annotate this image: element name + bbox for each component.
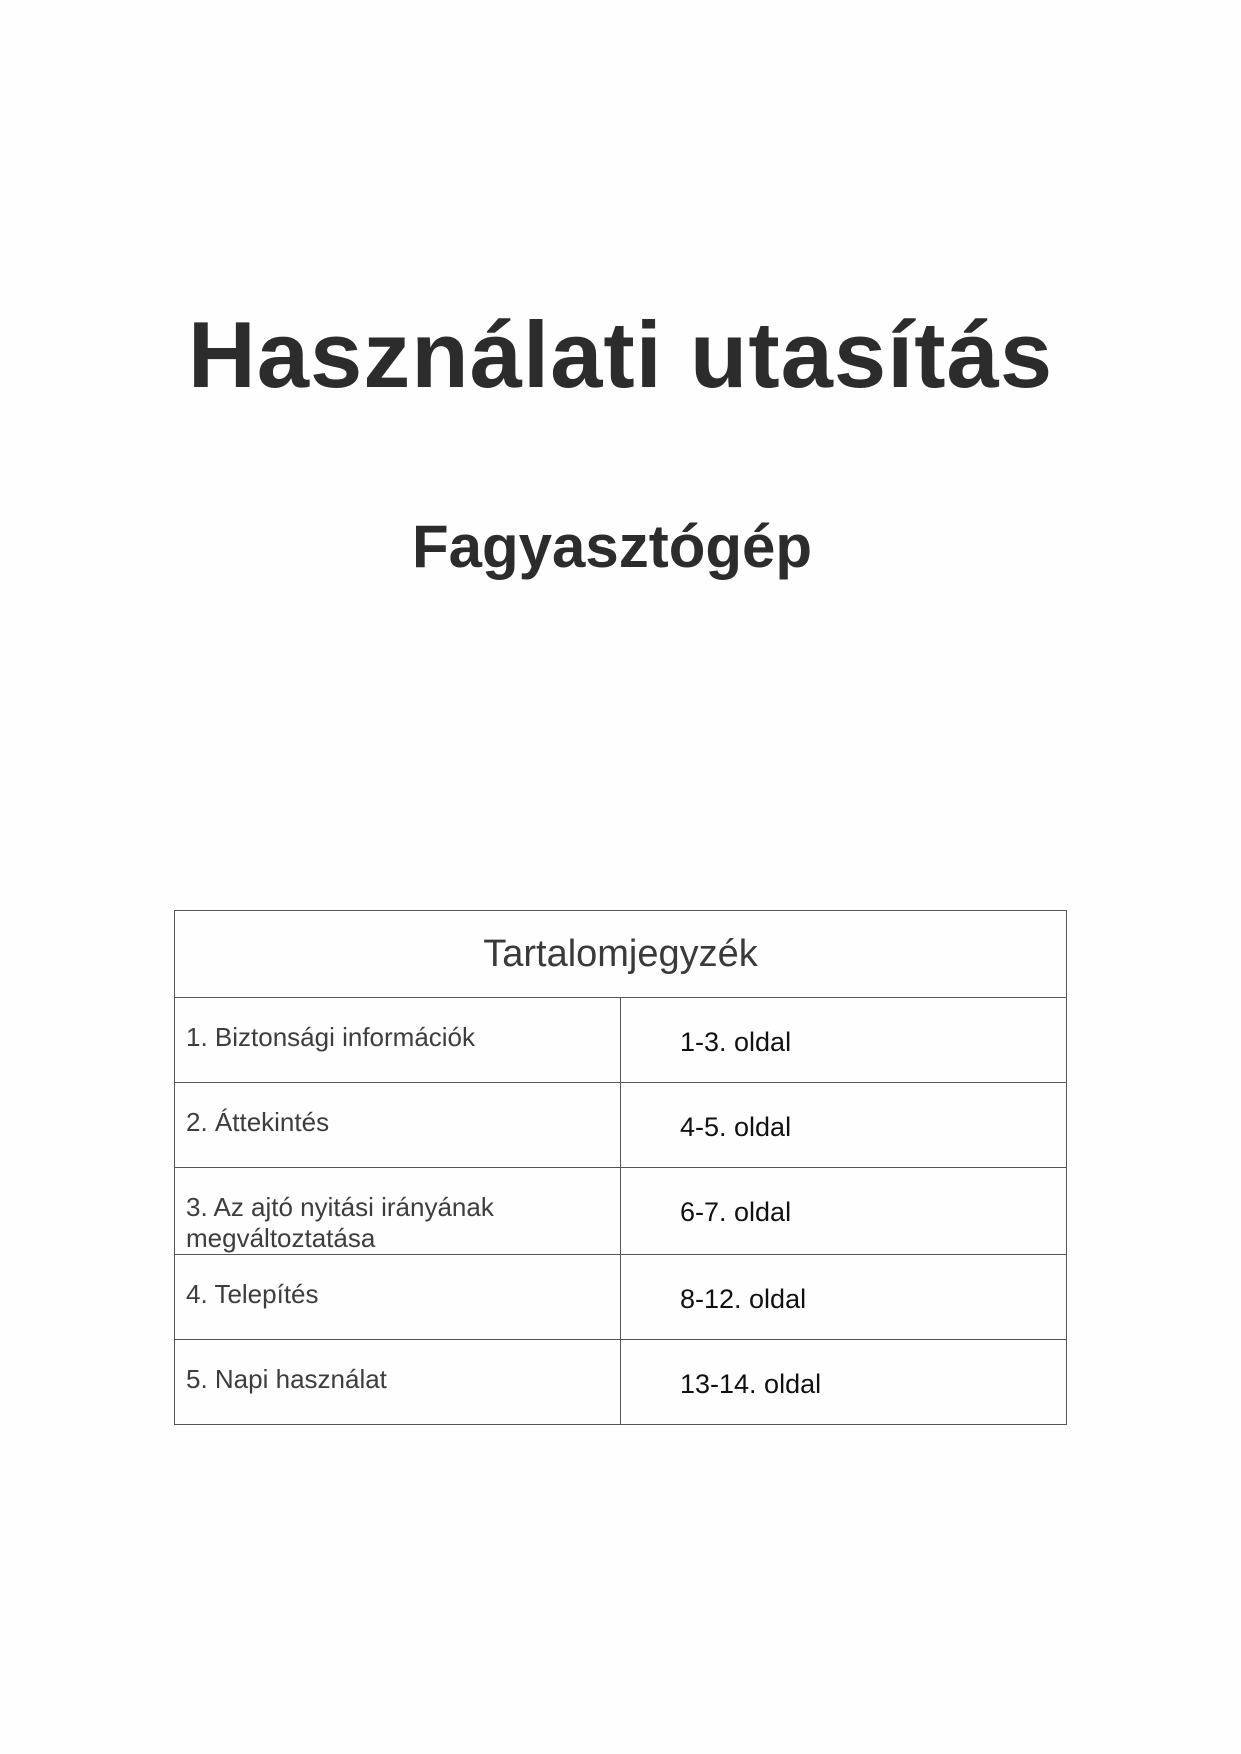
toc-section-label: 3. Az ajtó nyitási irányának megváltoztatása [175,1168,621,1255]
document-title: Használati utasítás [187,302,1054,407]
table-of-contents [174,910,1067,1425]
toc-section-pages: 6-7. oldal [621,1168,1067,1255]
toc-section-pages: 13-14. oldal [621,1340,1067,1425]
toc-section-pages: 8-12. oldal [621,1255,1067,1340]
toc-heading: Tartalomjegyzék [175,911,1067,998]
toc-section-pages: 4-5. oldal [621,1083,1067,1168]
document-subtitle: Fagyasztógép [411,513,813,580]
toc-section-label: 4. Telepítés [175,1255,621,1340]
toc-row [175,1083,1067,1168]
toc-row [175,1340,1067,1425]
toc-section-label: 5. Napi használat [175,1340,621,1425]
toc-row [175,1168,1067,1255]
toc-row [175,1255,1067,1340]
toc-row [175,998,1067,1083]
toc-section-label: 1. Biztonsági információk [175,998,621,1083]
toc-section-pages: 1-3. oldal [621,998,1067,1083]
toc-section-label: 2. Áttekintés [175,1083,621,1168]
